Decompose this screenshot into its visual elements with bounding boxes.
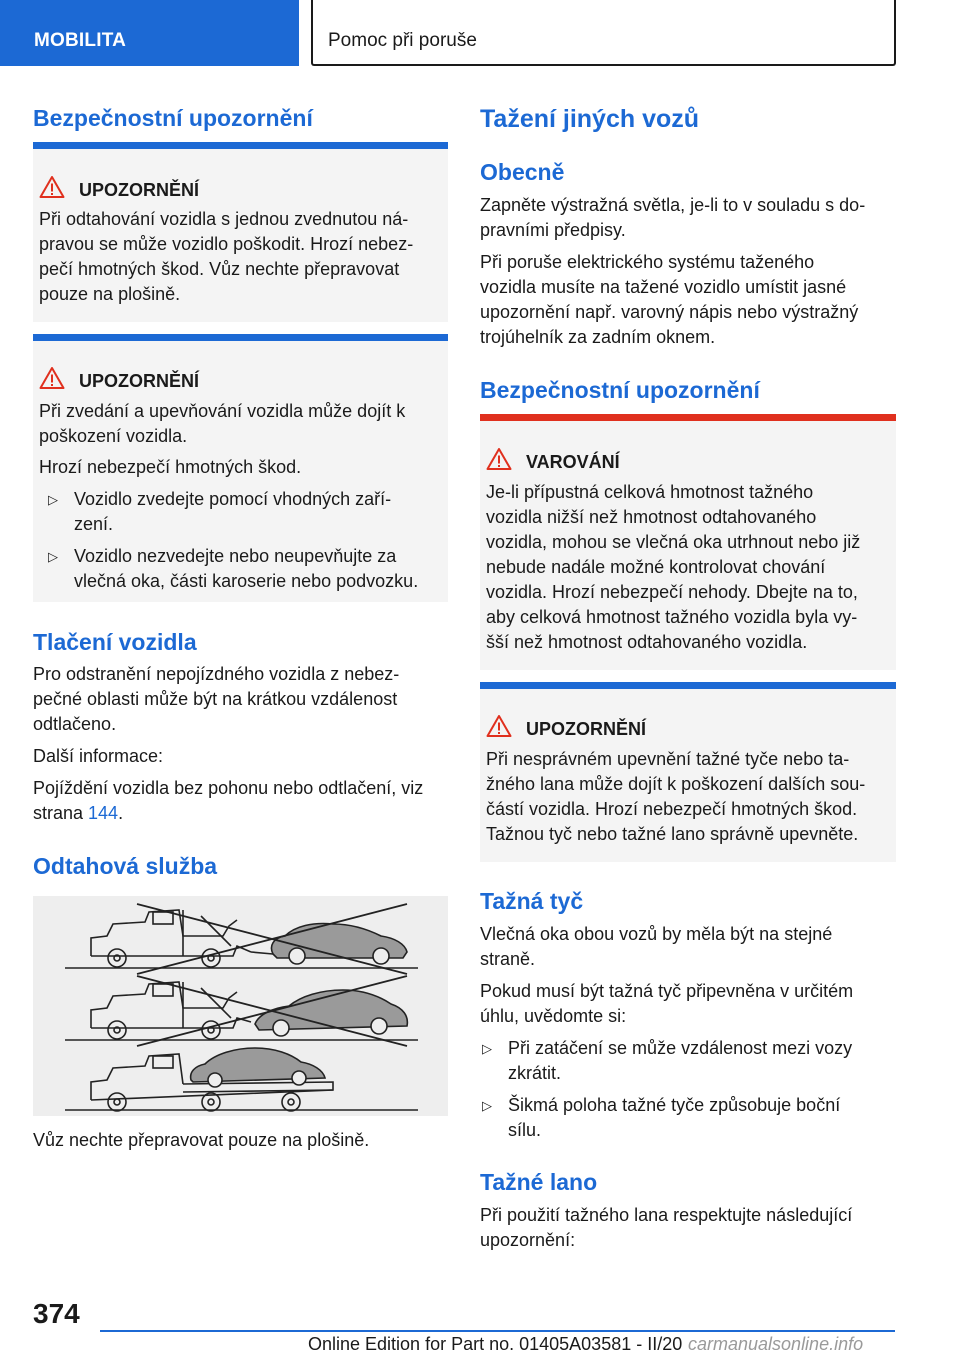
triangle-right-bullet-icon: ▷ — [482, 1041, 492, 1056]
warning-text-line: Při nesprávném upevnění tažné tyče nebo ta- — [486, 749, 850, 769]
triangle-right-bullet-icon: ▷ — [48, 492, 58, 507]
warning-text-sub: Hrozí nebezpečí hmotných škod. — [39, 457, 302, 477]
warning-text-line: pečí hmotných škod. Vůz nechte přepravovat — [39, 259, 400, 279]
bullet-text-line: Vozidlo zvedejte pomocí vhodných zaří- — [74, 489, 392, 509]
main-heading: Tažení jiných vozů — [480, 105, 700, 133]
safety-heading-right: Bezpečnostní upozornění — [480, 377, 760, 403]
tow-truck-1 — [91, 910, 251, 967]
warning-triangle-icon — [39, 366, 65, 390]
push-heading: Tlačení vozidla — [33, 629, 197, 655]
danger-text-line: Je-li přípustná celková hmotnost tažného — [486, 482, 814, 502]
bullet-text-line: Šikmá poloha tažné tyče způsobuje boční — [508, 1095, 841, 1115]
danger-title: VAROVÁNÍ — [526, 452, 620, 472]
danger-text-line: šší než hmotnost odtahovaného vozidla. — [486, 632, 808, 652]
triangle-right-bullet-icon: ▷ — [48, 549, 58, 564]
bullet-text-line: Vozidlo nezvedejte nebo neupevňujte za — [74, 546, 397, 566]
page-link[interactable]: 144 — [88, 803, 119, 823]
tow-bar-text-line: Pokud musí být tažná tyč připevněna v určitém — [480, 981, 854, 1001]
warning-title: UPOZORNĚNÍ — [79, 180, 200, 200]
towing-illustration — [33, 896, 448, 1116]
warning-title: UPOZORNĚNÍ — [526, 719, 647, 739]
bullet-text-line: zení. — [74, 514, 114, 534]
page-header — [0, 0, 960, 66]
warning-text-line: poškození vozidla. — [39, 426, 188, 446]
tow-bar-text-line: Vlečná oka obou vozů by měla být na stejné — [480, 924, 833, 944]
bullet-text-line: Při zatáčení se může vzdálenost mezi vozy — [508, 1038, 853, 1058]
more-info-label: Další informace: — [33, 746, 164, 766]
warning-text-line: Při zvedání a upevňování vozidla může dojít k — [39, 401, 406, 421]
push-text-line: pečné oblasti může být na krátkou vzdálenost — [33, 689, 398, 709]
edition-text: Online Edition for Part no. 01405A03581 - II/20 — [308, 1334, 683, 1354]
page-number: 374 — [33, 1298, 80, 1329]
bullet-text-line: sílu. — [508, 1120, 542, 1140]
warning-text-line: pouze na plošině. — [39, 284, 181, 304]
safety-heading-left: Bezpečnostní upozornění — [33, 105, 313, 131]
general-heading: Obecně — [480, 159, 565, 185]
tow-rope-text-line: upozornění: — [480, 1230, 576, 1250]
general-text-line: upozornění např. varovný nápis nebo výstražný — [480, 302, 859, 322]
danger-text-line: vozidla, mohou se vlečná oka utrhnout nebo již — [486, 532, 861, 552]
general-text-line: vozidla musíte na tažené vozidlo umístit jasné — [480, 277, 847, 297]
warning-text-line: pravou se může vozidlo poškodit. Hrozí nebez- — [39, 234, 414, 254]
tow-bar-text-line: úhlu, uvědomte si: — [480, 1006, 627, 1026]
push-text-line: Pro odstranění nepojízdného vozidla z nebez- — [33, 664, 400, 684]
warning-box-2 — [33, 334, 448, 602]
bullet-text-line: vlečná oka, části karoserie nebo podvozku. — [74, 571, 419, 591]
warning-text-line: částí vozidla. Hrozí nebezpečí hmotných škod. — [486, 799, 858, 819]
reference-line — [33, 801, 123, 826]
tow-rope-heading: Tažné lano — [480, 1169, 598, 1195]
tow-rope-text-line: Při použití tažného lana respektujte následující — [480, 1205, 853, 1225]
warning-text-line: Tažnou tyč nebo tažné lano správně upevněte. — [486, 824, 859, 844]
danger-text-line: vozidla. Hrozí nebezpečí nehody. Dbejte na to, — [486, 582, 858, 602]
warning-triangle-icon — [486, 714, 512, 738]
general-text-line: Zapněte výstražná světla, je-li to v souladu s do- — [480, 195, 866, 215]
warning-text-line: žného lana může dojít k poškození dalších sou- — [486, 774, 866, 794]
reference-line: Pojíždění vozidla bez pohonu nebo odtlačení, viz — [33, 778, 424, 798]
warning-title: UPOZORNĚNÍ — [79, 371, 200, 391]
danger-text-line: nebude nadále možné kontrolovat chování — [486, 557, 826, 577]
warning-box-3 — [480, 682, 896, 862]
warning-triangle-icon — [486, 447, 512, 471]
tow-bar-text-line: straně. — [480, 949, 536, 969]
warning-box-1 — [33, 142, 448, 322]
towing-figure-svg — [33, 896, 448, 1116]
danger-text-line: vozidla nižší než hmotnost odtahovaného — [486, 507, 817, 527]
footer-rule — [100, 1330, 895, 1332]
triangle-right-bullet-icon: ▷ — [482, 1098, 492, 1113]
figure-caption: Vůz nechte přepravovat pouze na plošině. — [33, 1130, 370, 1150]
towed-car-1 — [251, 924, 407, 965]
general-text-line: Při poruše elektrického systému taženého — [480, 252, 815, 272]
tow-service-heading: Odtahová služba — [33, 853, 218, 879]
chapter-tab: MOBILITA — [0, 0, 299, 66]
tow-bar-heading: Tažná tyč — [480, 888, 584, 914]
general-text-line: pravními předpisy. — [480, 220, 626, 240]
bullet-text-line: zkrátit. — [508, 1063, 562, 1083]
general-text-line: trojúhelník za zadním oknem. — [480, 327, 716, 347]
warning-triangle-icon — [39, 175, 65, 199]
danger-text-line: aby celková hmotnost tažného vozidla byla vy- — [486, 607, 858, 627]
watermark-text: carmanualsonline.info — [688, 1334, 864, 1354]
carried-car — [191, 1048, 325, 1087]
warning-text-line: Při odtahování vozidla s jednou zvednutou ná- — [39, 209, 409, 229]
tow-truck-2 — [91, 982, 251, 1039]
reference-prefix: strana — [33, 803, 89, 823]
danger-box — [480, 414, 896, 670]
reference-suffix: . — [118, 803, 124, 823]
push-text-line: odtlačeno. — [33, 714, 117, 734]
section-title: Pomoc při poruše — [311, 0, 896, 66]
